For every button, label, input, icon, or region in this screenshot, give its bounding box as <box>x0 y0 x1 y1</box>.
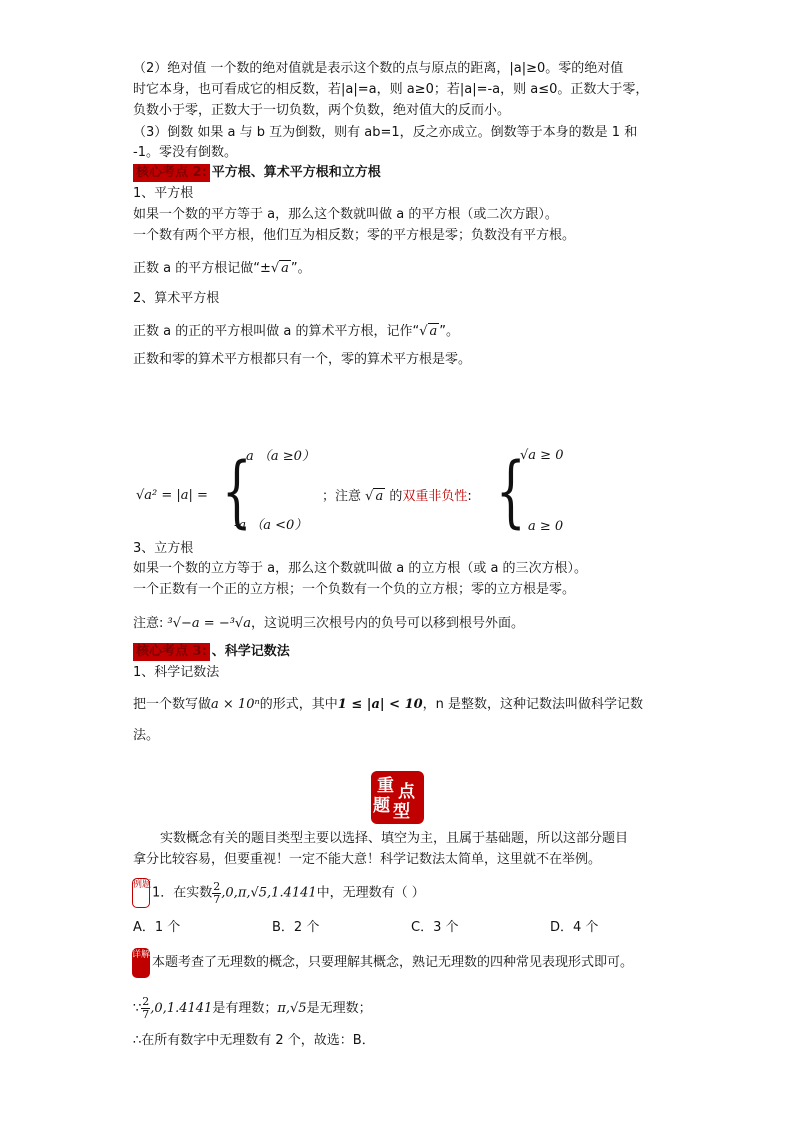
section-2-heading <box>133 164 381 182</box>
abs-line-1: （2）绝对值 一个数的绝对值就是表示这个数的点与原点的距离，|a|≥0。零的绝对值 <box>133 61 624 76</box>
cube-root-note: 注意: ³√−a = −³√a，这说明三次根号内的负号可以移到根号外面。 <box>133 616 524 631</box>
section-2-badge: 核心考点 2: <box>133 164 210 182</box>
abs-line-2: 时它本身，也可看成它的相反数，若|a|=a，则 a≥0；若|a|=-a，则 a≤0。正数大于零， <box>133 82 649 97</box>
option-c: C．3 个 <box>411 920 459 935</box>
example-icon: 例题 <box>132 878 150 908</box>
square-root-line-2: 一个数有两个平方根，他们互为相反数；零的平方根是零；负数没有平方根。 <box>133 228 576 243</box>
cond-a-nonneg: a ≥ 0 <box>528 519 564 534</box>
section-2-title: 平方根、算术平方根和立方根 <box>211 165 381 180</box>
cube-root-heading: 3、立方根 <box>133 541 194 556</box>
square-root-heading: 1、平方根 <box>133 186 194 201</box>
key-question-stamp: 重 点 题 型 <box>371 771 424 824</box>
square-root-line-1: 如果一个数的平方等于 a，那么这个数就叫做 a 的平方根（或二次方跟）。 <box>133 207 558 222</box>
section-3-badge: 核心考点 3: <box>133 643 210 661</box>
arith-root-line-2: 正数和零的算术平方根都只有一个，零的算术平方根是零。 <box>133 352 472 367</box>
recip-line-2: -1。零没有倒数。 <box>133 145 237 160</box>
recip-line-1: （3）倒数 如果 a 与 b 互为倒数，则有 ab=1，反之亦成立。倒数等于本身的数是 1 和 <box>133 125 638 140</box>
section-3-heading <box>133 643 290 661</box>
example-1: 例题1．在实数 $\frac{2}{7}$ ,0,π,√5,1.4141中，无理数有（ ） <box>132 878 425 909</box>
double-nonneg-highlight: 双重非负性 <box>402 489 468 504</box>
right-brace: { <box>495 447 526 537</box>
cube-root-line-2: 一个正数有一个正的立方根；一个负数有一个负的立方根；零的立方根是零。 <box>133 582 576 597</box>
arith-root-line-1: 正数 a 的正的平方根叫做 a 的算术平方根，记作“√ a ”。 <box>133 324 460 339</box>
explain-icon: 详解 <box>132 948 150 978</box>
explanation: 详解本题考查了无理数的概念，只要理解其概念，熟记无理数的四种常见表现形式即可。 <box>132 947 633 979</box>
nonneg-note: ；注意 √ a 的双重非负性: <box>322 489 472 504</box>
section-3-title: 、科学记数法 <box>211 644 290 659</box>
cond-sqrt-nonneg: √a ≥ 0 <box>520 448 564 463</box>
cube-root-formula: ³√−a = −³√a <box>167 616 251 631</box>
option-d: D．4 个 <box>550 920 599 935</box>
sci-notation-line-1: 把一个数写做a × 10ⁿ的形式，其中1 ≤ |a| < 10，n 是整数，这种记数法叫做科学记数 <box>133 697 644 712</box>
arith-root-heading: 2、算术平方根 <box>133 291 220 306</box>
case-positive: a （a ≥0） <box>246 449 315 464</box>
abs-line-3: 负数小于零，正数大于一切负数，两个负数，绝对值大的反而小。 <box>133 103 511 118</box>
intro-line-2: 拿分比较容易，但要重视！一定不能大意！科学记数法太简单，这里就不在举例。 <box>133 852 602 867</box>
case-negative: -a （a <0） <box>234 518 308 533</box>
sci-notation-line-2: 法。 <box>133 728 160 743</box>
left-brace: { <box>221 447 252 537</box>
sci-notation-heading: 1、科学记数法 <box>133 665 220 680</box>
square-root-notation: 正数 a 的平方根记做“±√ a ”。 <box>133 261 311 276</box>
intro-line-1: 实数概念有关的题目类型主要以选择、填空为主，且属于基础题，所以这部分题目 <box>160 831 629 846</box>
option-a: A．1 个 <box>133 920 181 935</box>
cube-root-line-1: 如果一个数的立方等于 a，那么这个数就叫做 a 的立方根（或 a 的三次方根）。 <box>133 561 588 576</box>
explanation-line-3: ∴在所有数字中无理数有 2 个，故选：B． <box>133 1033 375 1048</box>
abs-formula-lhs: √a² = |a| = <box>136 488 208 503</box>
explanation-line-2: ∵ $\frac{2}{7}$ ,0,1.4141是有理数；π,√5是无理数； <box>133 995 372 1021</box>
option-b: B．2 个 <box>272 920 320 935</box>
